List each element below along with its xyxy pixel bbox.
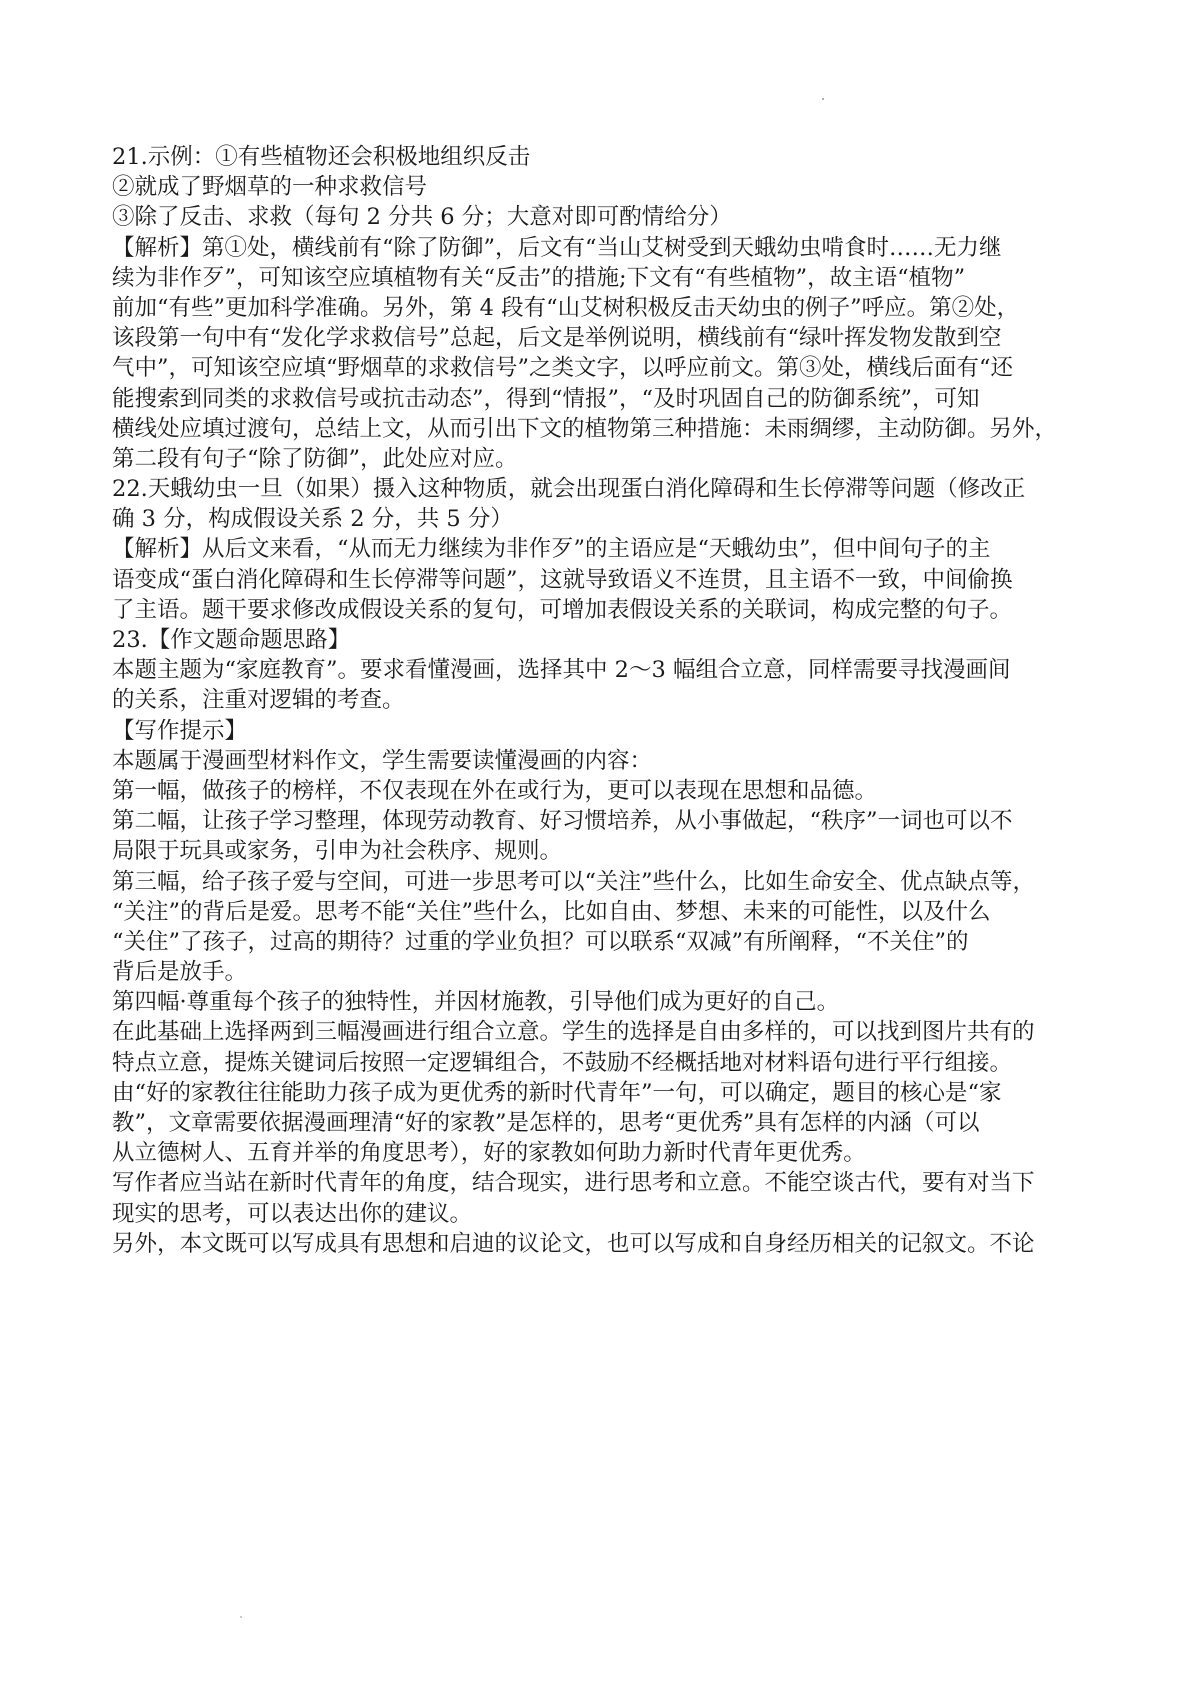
text-line: 第四幅·尊重每个孩子的独特性，并因材施教，引导他们成为更好的自己。 bbox=[112, 989, 840, 1016]
text-line: 在此基础上选择两到三幅漫画进行组合立意。学生的选择是自由多样的，可以找到图片共有的 bbox=[112, 1019, 1035, 1046]
text-line: 从立德树人、五育并举的角度思考），好的家教如何助力新时代青年更优秀。 bbox=[112, 1140, 866, 1167]
text-line: 背后是放手。 bbox=[112, 959, 248, 986]
text-line: 第二幅，让孩子学习整理，体现劳动教育、好习惯培养，从小事做起，“秩序”一词也可以不 bbox=[112, 808, 1013, 835]
text-line: “关住”了孩子，过高的期待？过重的学业负担？可以联系“双减”有所阐释，“不关住”的 bbox=[112, 928, 969, 955]
text-line: 语变成“蛋白消化障碍和生长停滞等问题”，这就导致语义不连贯，且主语不一致，中间偷换 bbox=[112, 566, 1013, 593]
text-line: 能搜索到同类的求救信号或抗击动态”，得到“情报”，“及时巩固自己的防御系统”，可知 bbox=[112, 385, 980, 412]
text-line: 第三幅，给子孩子爱与空间，可进一步思考可以“关注”些什么，比如生命安全、优点缺点等， bbox=[112, 868, 1036, 895]
scan-speck-bottom bbox=[240, 1616, 242, 1618]
scan-speck-top bbox=[822, 98, 824, 100]
text-line: 气中”，可知该空应填“野烟草的求救信号”之类文字，以呼应前文。第③处，横线后面有“还 bbox=[112, 355, 1014, 382]
text-line: 局限于玩具或家务，引申为社会秩序、规则。 bbox=[112, 838, 563, 865]
text-line: 了主语。题干要求修改成假设关系的复句，可增加表假设关系的关联词，构成完整的句子。 bbox=[112, 596, 1013, 623]
text-line: 第一幅，做孩子的榜样，不仅表现在外在或行为，更可以表现在思想和品德。 bbox=[112, 777, 878, 804]
text-line: 续为非作歹”，可知该空应填植物有关“反击”的措施;下文有“有些植物”，故主语“植物” bbox=[112, 264, 966, 291]
text-line: 第二段有句子“除了防御”，此处应对应。 bbox=[112, 445, 518, 472]
text-line: ③除了反击、求救（每句 2 分共 6 分；大意对即可酌情给分） bbox=[112, 204, 732, 231]
text-line: 本题属于漫画型材料作文，学生需要读懂漫画的内容： bbox=[112, 747, 653, 774]
text-line: 教”，文章需要依据漫画理清“好的家教”是怎样的，思考“更优秀”具有怎样的内涵（可以 bbox=[112, 1110, 980, 1136]
text-line: 现实的思考，可以表达出你的建议。 bbox=[112, 1200, 473, 1227]
text-line: 【解析】从后文来看，“从而无力继续为非作歹”的主语应是“天蛾幼虫”，但中间句子的主 bbox=[112, 536, 991, 563]
text-line: 写作者应当站在新时代青年的角度，结合现实，进行思考和立意。不能空谈古代，要有对当下 bbox=[112, 1170, 1035, 1197]
text-line: 特点立意，提炼关键词后按照一定逻辑组合，不鼓励不经概括地对材料语句进行平行组接。 bbox=[112, 1049, 1013, 1076]
text-line: 横线处应填过渡句，总结上文，从而引出下文的植物第三种措施：未雨绸缪，主动防御。另外， bbox=[112, 415, 1058, 442]
text-line: 前加“有些”更加科学准确。另外，第 4 段有“山艾树积极反击天幼虫的例子”呼应。第②处， bbox=[112, 294, 1020, 321]
text-line: “关注”的背后是爱。思考不能“关住”些什么，比如自由、梦想、未来的可能性，以及什么 bbox=[112, 898, 991, 925]
text-line: 本题主题为“家庭教育”。要求看懂漫画，选择其中 2～3 幅组合立意，同样需要寻找漫画间 bbox=[112, 657, 1011, 684]
document-body bbox=[112, 142, 1097, 1259]
text-line: 【写作提示】 bbox=[112, 717, 248, 744]
text-line: 由“好的家教往往能助力孩子成为更优秀的新时代青年”一句，可以确定，题目的核心是“家 bbox=[112, 1079, 1002, 1106]
text-line: 的关系，注重对逻辑的考查。 bbox=[112, 687, 405, 714]
text-line: 23.【作文题命题思路】 bbox=[112, 627, 351, 653]
text-line: 【解析】第①处，横线前有“除了防御”，后文有“当山艾树受到天蛾幼虫啃食时……无力继 bbox=[112, 234, 1002, 261]
text-line: ②就成了野烟草的一种求救信号 bbox=[112, 174, 428, 201]
text-line: 21.示例：①有些植物还会积极地组织反击 bbox=[112, 144, 531, 170]
text-line: 另外，本文既可以写成具有思想和启迪的议论文，也可以写成和自身经历相关的记叙文。不论 bbox=[112, 1230, 1035, 1257]
text-line: 22.天蛾幼虫一旦（如果）摄入这种物质，就会出现蛋白消化障碍和生长停滞等问题（修改正 bbox=[112, 476, 1026, 503]
text-line: 该段第一句中有“发化学求救信号”总起，后文是举例说明，横线前有“绿叶挥发物发散到空 bbox=[112, 325, 1002, 352]
text-line: 确 3 分，构成假设关系 2 分，共 5 分） bbox=[112, 506, 513, 533]
